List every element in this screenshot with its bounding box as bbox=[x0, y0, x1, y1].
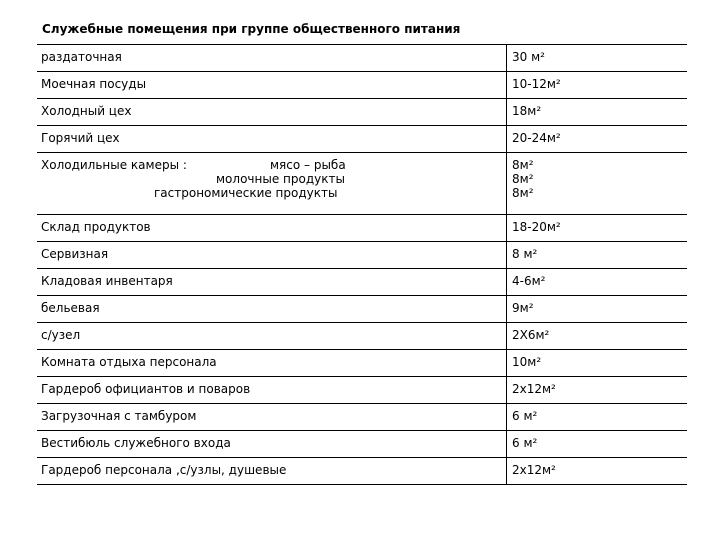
subitem-name: молочные продукты bbox=[216, 172, 345, 186]
subitem-area: 8м² bbox=[512, 186, 534, 200]
room-area: 2х12м² bbox=[512, 382, 556, 396]
room-area: 30 м² bbox=[512, 50, 545, 64]
cold-rooms-label: Холодильные камеры : bbox=[41, 158, 187, 172]
subitem-area: 8м² bbox=[512, 158, 534, 172]
table-title: Служебные помещения при группе общественного питания bbox=[37, 14, 687, 45]
room-name: с/узел bbox=[37, 323, 507, 349]
table-row bbox=[37, 269, 687, 296]
room-name: Сервизная bbox=[37, 242, 507, 268]
table-row bbox=[37, 458, 687, 485]
table-row bbox=[37, 242, 687, 269]
table-row bbox=[37, 431, 687, 458]
room-area: 10м² bbox=[512, 355, 542, 369]
table-row bbox=[37, 45, 687, 72]
room-area: 9м² bbox=[512, 301, 534, 315]
subitem-area: 8м² bbox=[512, 172, 534, 186]
room-name: Загрузочная с тамбуром bbox=[37, 404, 507, 430]
room-name: бельевая bbox=[37, 296, 507, 322]
room-name: Гардероб официантов и поваров bbox=[37, 377, 507, 403]
table-row bbox=[37, 323, 687, 350]
room-area: 10-12м² bbox=[512, 77, 561, 91]
cold-rooms-line-3 bbox=[41, 186, 506, 200]
room-name: Гардероб персонала ,с/узлы, душевые bbox=[37, 458, 507, 484]
subitem-name: гастрономические продукты bbox=[154, 186, 338, 200]
room-area: 20-24м² bbox=[512, 131, 561, 145]
cold-rooms-line-1 bbox=[41, 158, 506, 172]
table-row bbox=[37, 404, 687, 431]
cold-rooms-line-2 bbox=[41, 172, 506, 186]
table-row bbox=[37, 99, 687, 126]
room-name: Горячий цех bbox=[37, 126, 507, 152]
table-row bbox=[37, 350, 687, 377]
table-row bbox=[37, 296, 687, 323]
room-area: 18-20м² bbox=[512, 220, 561, 234]
subitem-name: мясо – рыба bbox=[270, 158, 346, 172]
room-name: Комната отдыха персонала bbox=[37, 350, 507, 376]
table-row bbox=[37, 126, 687, 153]
room-name: Кладовая инвентаря bbox=[37, 269, 507, 295]
room-name: Холодный цех bbox=[37, 99, 507, 125]
room-area: 4-6м² bbox=[512, 274, 546, 288]
room-area: 6 м² bbox=[512, 436, 538, 450]
room-area: 2Х6м² bbox=[512, 328, 550, 342]
cold-rooms-cell bbox=[37, 153, 507, 214]
room-name: Склад продуктов bbox=[37, 215, 507, 241]
table-row bbox=[37, 377, 687, 404]
table-row bbox=[37, 72, 687, 99]
room-name: Моечная посуды bbox=[37, 72, 507, 98]
room-area: 2х12м² bbox=[512, 463, 556, 477]
room-name: раздаточная bbox=[37, 45, 507, 71]
room-area: 6 м² bbox=[512, 409, 538, 423]
room-area: 18м² bbox=[512, 104, 542, 118]
room-name: Вестибюль служебного входа bbox=[37, 431, 507, 457]
table-row bbox=[37, 215, 687, 242]
document bbox=[37, 14, 687, 485]
room-area: 8 м² bbox=[512, 247, 538, 261]
cold-rooms-area-cell bbox=[507, 153, 687, 214]
table-row-cold-rooms bbox=[37, 153, 687, 215]
